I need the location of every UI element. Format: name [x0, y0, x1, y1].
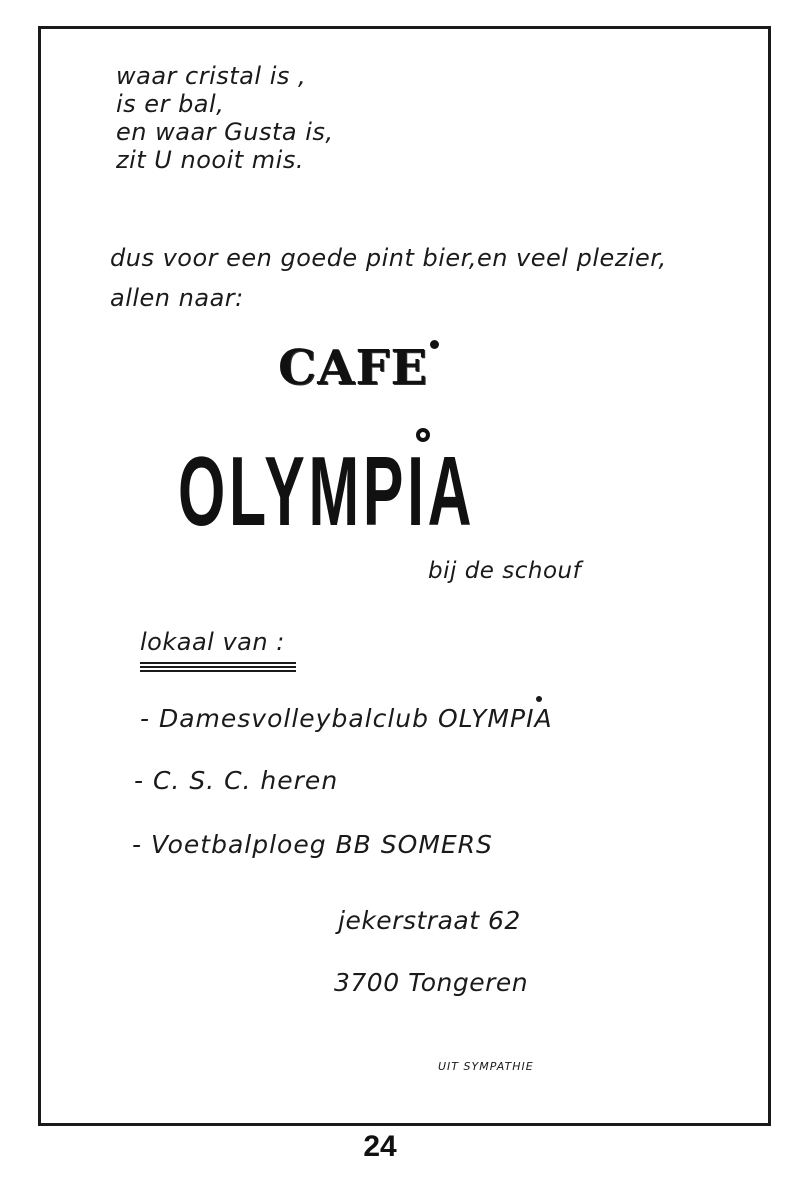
page-number: 24: [363, 1130, 397, 1163]
home-of-heading-block: [140, 628, 285, 660]
heading-underline: [140, 666, 296, 668]
poem-block: [116, 62, 334, 174]
poem-line: is er bal,: [116, 90, 225, 118]
intro-line: dus voor een goede pint bier,en veel plezier,: [110, 244, 667, 272]
intro-line: allen naar:: [110, 284, 244, 312]
poem-line: waar cristal is ,: [116, 62, 307, 90]
club-list-item: - C. S. C. heren: [134, 766, 339, 795]
venue-location-note: bij de schouf: [428, 558, 582, 584]
club-list-item: - Voetbalploeg BB SOMERS: [132, 830, 493, 859]
club-list-item: - Damesvolleybalclub OLYMPIA: [140, 704, 553, 733]
home-of-heading: lokaal van :: [140, 628, 285, 656]
poem-line: zit U nooit mis.: [116, 146, 304, 174]
sympathy-note: UIT SYMPATHIE: [438, 1060, 534, 1073]
intro-block: [110, 238, 667, 318]
poem-line: en waar Gusta is,: [116, 118, 334, 146]
venue-name: OLYMPIA: [178, 436, 476, 546]
heading-underline: [140, 662, 296, 664]
address-street: jekerstraat 62: [338, 906, 521, 935]
venue-type-label: CAFE: [278, 340, 429, 396]
heading-underline: [140, 670, 296, 672]
dot-ornament-icon: [536, 696, 542, 702]
accent-mark-icon: [430, 340, 439, 349]
address-city: 3700 Tongeren: [334, 968, 529, 997]
ad-border-frame: [38, 26, 771, 1126]
